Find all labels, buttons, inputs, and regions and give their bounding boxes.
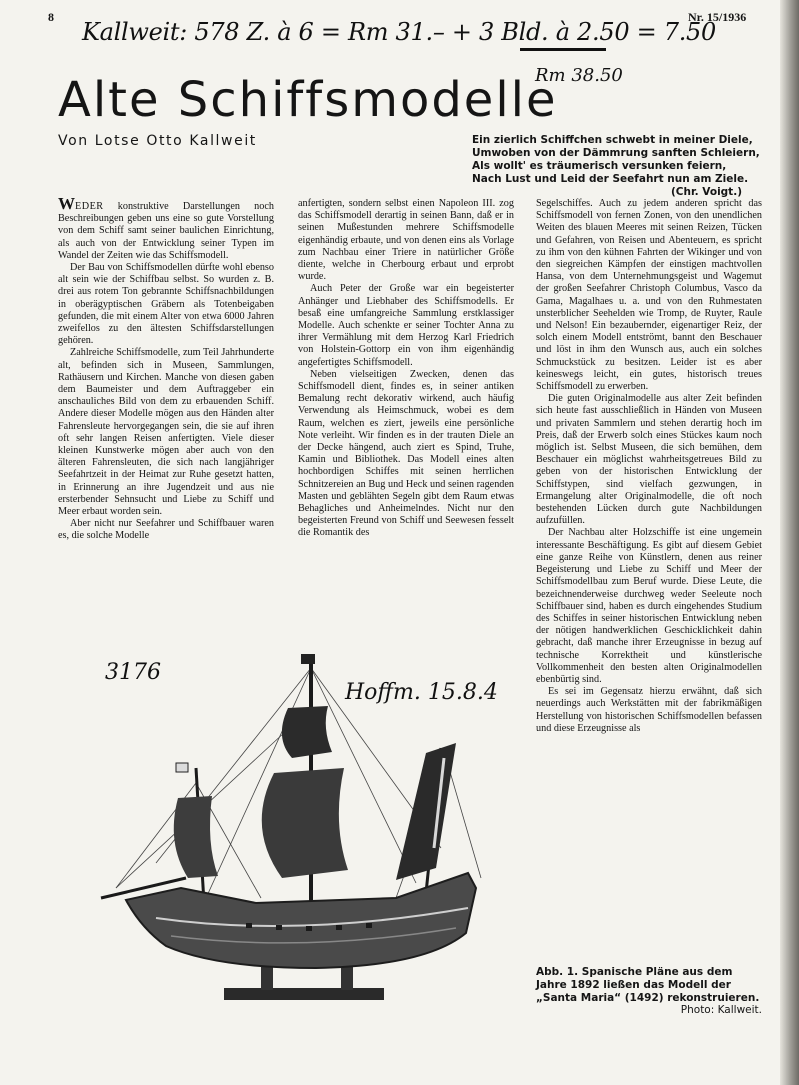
figure-caption: Abb. 1. Spanische Pläne aus dem Jahre 1892 ließen das Modell der „Santa Maria“ (1492) rekonstruieren. xyxy=(536,966,760,1004)
article-column-1 xyxy=(58,194,274,543)
santa-maria-model-illustration xyxy=(96,648,496,1038)
page-binding-edge xyxy=(780,0,799,1085)
epigraph-line: Umwoben von der Dämmrung sanften Schleiern, xyxy=(472,147,760,159)
paragraph: Auch Peter der Große war ein begeisterter Anhänger und Liebhaber des Schiffsmodells. Er besaß eine umfangreiche Sammlung erstklassiger Modelle. Auch schenkte er seiner Tochter Anna zu ihrer Vermählung mit dem Herzog Karl Friedrich von Holstein-Gottorp ein von ihm eigenhändig angefertigtes Schiffsmodell. xyxy=(298,283,514,368)
paragraph: Der Nachbau alter Holzschiffe ist eine ungemein interessante Beschäftigung. Es gibt auf diesem Gebiet eine ganze Reihe von Künstlern, denen aus reiner Begeisterung und Liebe zu Schiff und Meer der Schiffsmodellbau zum Beruf wurde. Diese Leute, die bezeichnenderweise durchweg weder Seeleute noch Schiffbauer sind, haben es durch eingehendes Studium des Schiffes in seiner historischen Entwicklung neben der nötigen handwerklichen Geschicklichkeit dahin gebracht, daß manche ihrer Erzeugnisse in bezug auf technische Korrektheit und künstlerische Vollkommenheit den besten alten Originalmodellen ebenbürtig sind. xyxy=(536,527,762,685)
issue-number: Nr. 15/1936 xyxy=(688,10,747,24)
paragraph: Segelschiffes. Auch zu jedem anderen spricht das Schiffsmodell von fernen Zonen, von den unendlichen Weiten des blauen Meeres mit seinen Reizen, Tücken und Gefahren, von Reisen und Abenteuern, es spricht zu ihm von den kühnen Fahrten der Wikinger und von den siegreichen Kämpfen der einstigen machtvollen Hansa, von dem Unternehmungsgeist und Wagemut der großen Seefahrer Christoph Columbus, Vasco da Gama, Magalhaes u. a. und von den Ruhmestaten unsterblicher Seehelden wie Tromp, de Ruyter, Raule und Nelson! Ein bezaubernder, eigenartiger Reiz, der solch einem Modell entströmt, bannt den Beschauer und löst in ihm den Wunsch aus, auch ein solches Schmuckstück zu besitzen. Leider ist es aber keineswegs leicht, ein gutes, historisch treues Schiffsmodell zu erwerben. xyxy=(536,198,762,393)
article-column-3 xyxy=(536,198,762,735)
epigraph-line: Ein zierlich Schiffchen schwebt in meiner Diele, xyxy=(472,134,753,146)
handwritten-underline xyxy=(520,48,606,51)
model-stand-post xyxy=(261,966,273,990)
handwritten-signature: Hoffm. 15.8.4 xyxy=(345,680,498,705)
epigraph-line: Nach Lust und Leid der Seefahrt nun am Ziele. xyxy=(472,173,749,185)
photo-credit: Photo: Kallweit. xyxy=(680,1004,762,1016)
paragraph xyxy=(58,194,274,262)
epigraph-line: Als wollt' es träumerisch versunken feiern, xyxy=(472,160,727,172)
model-stand-base xyxy=(224,988,384,1000)
paragraph: Neben vielseitigen Zwecken, denen das Schiffsmodell dient, findes es, in seiner antiken Bemalung recht dekorativ wirkend, auch häufig Verwendung als Heimschmuck, wobei es dem Raum, welchen es ziert, jeweils eine persönliche Note verleiht. Wir finden es in der trauten Diele an der Decke hängend, auch ziert es Spind, Truhe, Kamin und Bibliothek. Das Modell eines alten hochbordigen Schiffes mit seinen herrlichen Schnitzereien an Bug und Heck und seinen ragenden Masten und geblähten Segeln gibt dem Raum etwas Behagliches und Anheimelndes. Nicht nur den begeisterten Freund von Schiff und Seewesen fesselt die Romantik des xyxy=(298,368,514,539)
top-flag xyxy=(301,654,315,664)
article-column-2 xyxy=(298,198,514,540)
paragraph: Der Bau von Schiffsmodellen dürfte wohl ebenso alt sein wie der Schiffbau selbst. So wurden z. B. drei aus rotem Ton gebrannte Schiffsnachbildungen in oberägyptischen Gräbern als Totenbeigaben gefunden, die mit einem Alter von etwa 6000 Jahren zweifellos zu den ältesten Schiffsdarstellungen gehören. xyxy=(58,262,274,347)
paragraph: Es sei im Gegensatz hierzu erwähnt, daß sich neuerdings auch Werkstätten mit der fabrikmäßigen Herstellung von historischen Schiffsmodellen befassen und diese Erzeugnisse als xyxy=(536,686,762,734)
ship-model-photo xyxy=(96,648,496,1038)
lead-word: EDER xyxy=(75,201,104,212)
handwritten-fee-note: Kallweit: 578 Z. à 6 = Rm 31.– + 3 Bld. à 2.50 = 7.50 xyxy=(82,18,716,46)
article-byline: Von Lotse Otto Kallweit xyxy=(58,133,257,149)
mizzen-sail xyxy=(396,743,456,880)
handwritten-correction: Rm 38.50 xyxy=(535,65,623,86)
article-title: Alte Schiffsmodelle xyxy=(58,72,558,128)
paragraph: anfertigten, sondern selbst einen Napoleon III. zog das Schiffsmodell derartig in seinen Bann, daß er in seinen Mußestunden mehrere Schiffsmodelle eigenhändig erbaute, und von denen eins als Vorlage zum Nachbau einer Triere in natürlicher Größe diente, welche in Cherbourg erbaut und erprobt wurde. xyxy=(298,198,514,283)
drop-cap: W xyxy=(58,194,75,213)
model-stand-post xyxy=(341,966,353,990)
page-number: 8 xyxy=(48,10,54,24)
paragraph: Die guten Originalmodelle aus alter Zeit befinden sich heute fast ausschließlich in Händen von Museen und privaten Sammlern und stehen derartig hoch im Preis, daß der Erwerb solch eines Stückes kaum noch möglich ist. Selbst Museen, die sich bemühen, dem Beschauer ein möglichst wahrheitsgetreues Bild zu geben von der historischen Entwicklung der Schiffstypen, sind vielfach gezwungen, in Ermangelung alter Originalmodelle, die oft noch bestehenden Lücken durch gute Nachbildungen aufzufüllen. xyxy=(536,393,762,527)
epigraph xyxy=(472,134,760,199)
handwritten-image-number: 3176 xyxy=(105,660,161,685)
main-sail xyxy=(262,768,348,878)
topsail xyxy=(282,706,332,758)
paragraph: Zahlreiche Schiffsmodelle, zum Teil Jahrhunderte alt, befinden sich in Museen, Sammlungen, Rathäusern und Kirchen. Manche von diesen gaben dem Baumeister und dem Auftraggeber ein anschauliches Bild von dem zu erbauenden Schiff. Andere dieser Modelle mögen aus den Händen alter Fahrensleute hervorgegangen sein, die sie auf ihren oft sehr langen Reisen anfertigten. Viele dieser kleinen Kunstwerke mögen aber auch von den älteren Fahrensleuten, die sich nach langjähriger Seefahrtzeit in der Heimat zur Ruhe gesetzt hatten, in Erinnerung an ihre Jugendzeit und aus nie ersterbender Sehnsucht und Liebe zu Schiff und Meer erbaut worden sein. xyxy=(58,347,274,518)
paragraph: Aber nicht nur Seefahrer und Schiffbauer waren es, die solche Modelle xyxy=(58,518,274,542)
paragraph-text: konstruktive Darstellungen noch Beschreibungen geben uns eine so gute Vorstellung von dem Schiff samt seiner baulichen Einrichtung, als auch von der Entwicklung seiner Typen im Wandel der Zeiten wie das Schiffsmodell. xyxy=(58,201,274,261)
fore-flag xyxy=(176,763,188,772)
fore-sail xyxy=(174,796,218,878)
epigraph-author: (Chr. Voigt.) xyxy=(671,186,742,198)
